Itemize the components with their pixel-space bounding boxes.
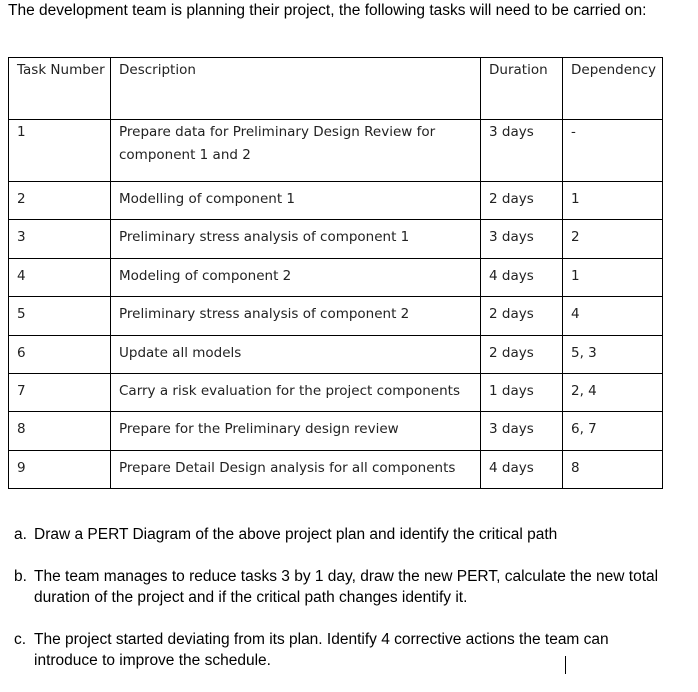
- task-description: Carry a risk evaluation for the project components: [111, 373, 481, 411]
- task-description: Modelling of component 1: [111, 182, 481, 220]
- table-row: [9, 450, 663, 488]
- table-row: [9, 220, 663, 258]
- table-row: [9, 182, 663, 220]
- task-dependency: 2, 4: [563, 373, 663, 411]
- question-item: [14, 566, 674, 608]
- question-text: Draw a PERT Diagram of the above project plan and identify the critical path: [34, 526, 558, 543]
- task-number: 6: [9, 335, 111, 373]
- table-row: [9, 373, 663, 411]
- table-header-row: [9, 58, 663, 120]
- intro-text: The development team is planning their project, the following tasks will need to be carried on:: [8, 2, 647, 19]
- text-cursor: [565, 656, 566, 674]
- task-dependency: 5, 3: [563, 335, 663, 373]
- header-task-number: Task Number: [9, 58, 111, 120]
- table-row: [9, 120, 663, 182]
- question-item: [14, 629, 674, 671]
- task-description: Prepare Detail Design analysis for all components: [111, 450, 481, 488]
- task-description: Prepare data for Preliminary Design Review for component 1 and 2: [111, 120, 481, 182]
- task-description: Preliminary stress analysis of component 2: [111, 297, 481, 335]
- task-duration: 1 days: [481, 373, 563, 411]
- table-row: [9, 412, 663, 450]
- task-description: Prepare for the Preliminary design review: [111, 412, 481, 450]
- task-description: Preliminary stress analysis of component 1: [111, 220, 481, 258]
- table-row: [9, 258, 663, 296]
- task-number: 2: [9, 182, 111, 220]
- task-duration: 3 days: [481, 120, 563, 182]
- question-letter: b.: [14, 568, 27, 585]
- task-description: Update all models: [111, 335, 481, 373]
- task-table: [8, 57, 663, 489]
- task-duration: 3 days: [481, 412, 563, 450]
- table-row: [9, 335, 663, 373]
- task-number: 3: [9, 220, 111, 258]
- task-number: 1: [9, 120, 111, 182]
- table-row: [9, 297, 663, 335]
- question-letter: c.: [14, 631, 27, 648]
- question-item: [14, 524, 674, 545]
- question-list: [14, 524, 674, 692]
- task-number: 7: [9, 373, 111, 411]
- task-dependency: 8: [563, 450, 663, 488]
- task-duration: 4 days: [481, 258, 563, 296]
- task-duration: 2 days: [481, 297, 563, 335]
- header-dependency: Dependency: [563, 58, 663, 120]
- task-number: 8: [9, 412, 111, 450]
- task-duration: 4 days: [481, 450, 563, 488]
- task-dependency: 1: [563, 182, 663, 220]
- task-duration: 2 days: [481, 182, 563, 220]
- task-description: Modeling of component 2: [111, 258, 481, 296]
- header-duration: Duration: [481, 58, 563, 120]
- question-text: The team manages to reduce tasks 3 by 1 day, draw the new PERT, calculate the new total duration of the project and if the critical path changes identify it.: [34, 568, 659, 606]
- task-number: 4: [9, 258, 111, 296]
- header-description: Description: [111, 58, 481, 120]
- task-dependency: 6, 7: [563, 412, 663, 450]
- task-dependency: 4: [563, 297, 663, 335]
- task-dependency: -: [563, 120, 663, 182]
- task-number: 5: [9, 297, 111, 335]
- question-text: The project started deviating from its plan. Identify 4 corrective actions the team can introduce to improve the schedule.: [34, 631, 609, 669]
- task-dependency: 2: [563, 220, 663, 258]
- task-dependency: 1: [563, 258, 663, 296]
- question-letter: a.: [14, 526, 27, 543]
- task-number: 9: [9, 450, 111, 488]
- task-duration: 3 days: [481, 220, 563, 258]
- task-duration: 2 days: [481, 335, 563, 373]
